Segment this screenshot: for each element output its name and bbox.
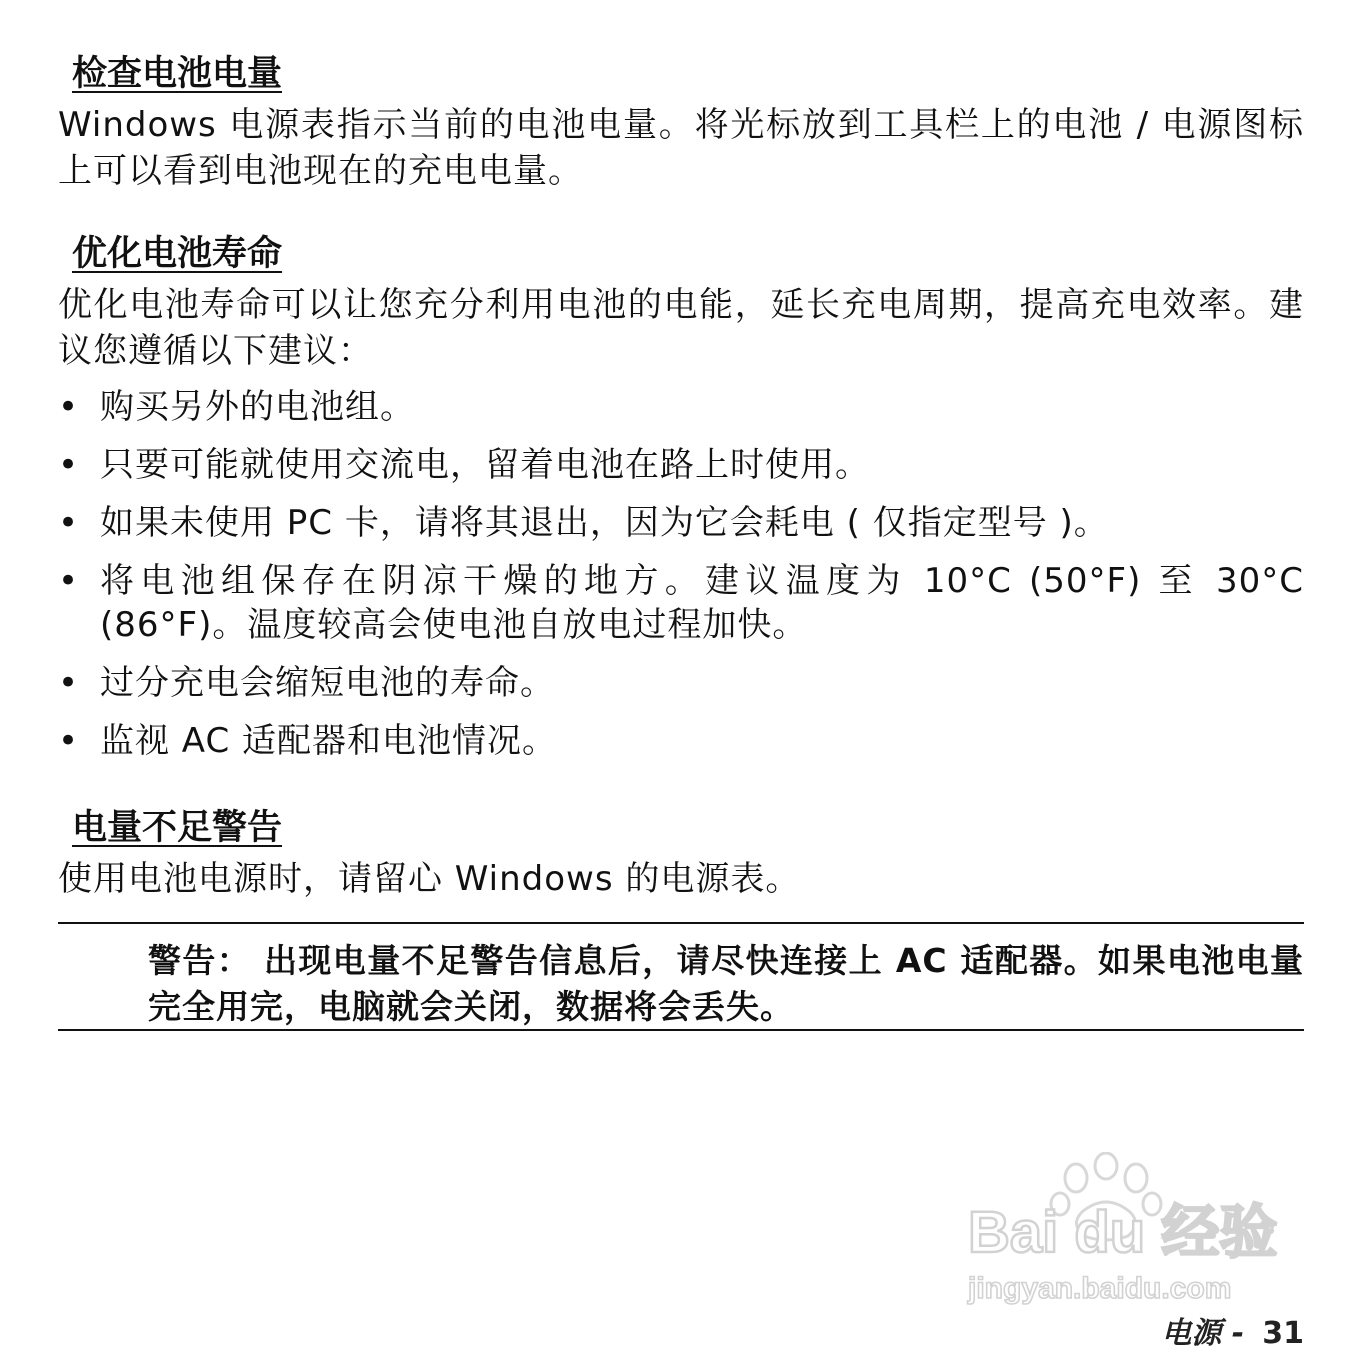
section-body-optimize-battery: 优化电池寿命可以让您充分利用电池的电能，延长充电周期，提高充电效率。建议您遵循以下建议：	[58, 285, 1304, 371]
bullet-icon: •	[58, 503, 80, 543]
page-footer	[1161, 1308, 1304, 1352]
warning-top-rule	[58, 922, 1304, 924]
section-heading-optimize-battery: 优化电池寿命	[72, 234, 283, 274]
list-item	[58, 559, 1304, 647]
list-item	[58, 719, 1304, 763]
warning-note: 警告： 出现电量不足警告信息后，请尽快连接上 AC 适配器。如果电池电量完全用完，电脑就会关闭，数据将会丢失。	[148, 941, 1304, 1026]
footer-section-label: 电源 -	[1161, 1316, 1245, 1351]
section-body-low-battery-warning: 使用电池电源时，请留心 Windows 的电源表。	[58, 859, 801, 899]
bullet-icon: •	[58, 445, 80, 485]
bullet-icon: •	[58, 561, 80, 601]
watermark-brand-text: Bai du 经验	[968, 1200, 1278, 1265]
list-item-text: 将电池组保存在阴凉干燥的地方。建议温度为 10°C (50°F) 至 30°C (86°F)。温度较高会使电池自放电过程加快。	[100, 561, 1304, 645]
baidu-jingyan-watermark	[966, 1152, 1278, 1312]
page-number: 31	[1262, 1316, 1304, 1351]
section-heading-low-battery-warning: 电量不足警告	[72, 808, 283, 848]
list-item-text: 监视 AC 适配器和电池情况。	[100, 721, 558, 761]
list-item-text: 购买另外的电池组。	[100, 387, 415, 427]
list-item-text: 如果未使用 PC 卡，请将其退出，因为它会耗电 ( 仅指定型号 )。	[100, 503, 1109, 543]
battery-tips-list	[58, 385, 1304, 777]
warning-bottom-rule	[58, 1029, 1304, 1031]
section-heading-check-battery: 检查电池电量	[72, 54, 283, 94]
bullet-icon: •	[58, 663, 80, 703]
list-item	[58, 501, 1304, 545]
list-item	[58, 385, 1304, 429]
bullet-icon: •	[58, 721, 80, 761]
bullet-icon: •	[58, 387, 80, 427]
section-body-check-battery: Windows 电源表指示当前的电池电量。将光标放到工具栏上的电池 / 电源图标上可以看到电池现在的充电电量。	[58, 105, 1304, 191]
list-item	[58, 443, 1304, 487]
list-item-text: 过分充电会缩短电池的寿命。	[100, 663, 555, 703]
list-item	[58, 661, 1304, 705]
watermark-url-text: jingyan.baidu.com	[968, 1272, 1232, 1305]
list-item-text: 只要可能就使用交流电，留着电池在路上时使用。	[100, 445, 870, 485]
